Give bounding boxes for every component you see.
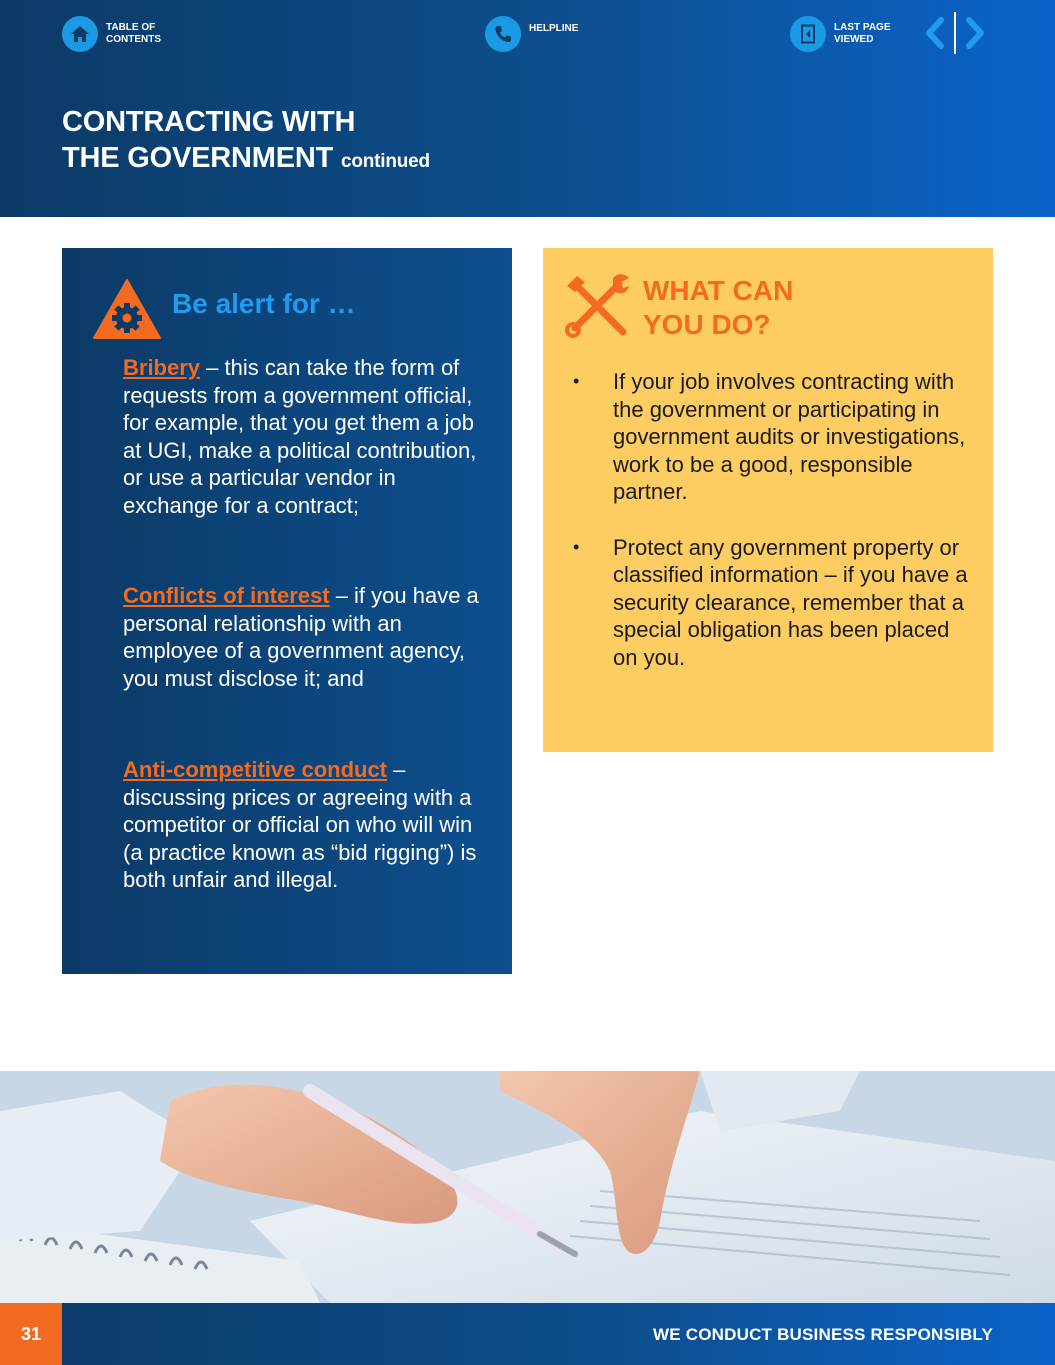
toc-label	[106, 22, 176, 46]
tools-icon	[563, 272, 631, 338]
home-icon	[62, 16, 98, 52]
page-title-line2	[62, 140, 430, 180]
conflicts-of-interest-link[interactable]: Conflicts of interest	[123, 583, 330, 608]
warning-gear-icon	[92, 278, 162, 340]
be-alert-panel	[62, 248, 512, 974]
last-page-label-line2: VIEWED	[834, 34, 874, 45]
section-title: WE CONDUCT BUSINESS RESPONSIBLY	[653, 1325, 993, 1344]
footer	[0, 1303, 1055, 1365]
helpline-label: HELPLINE	[529, 23, 579, 34]
last-page-viewed-link[interactable]	[790, 16, 904, 52]
list-item: • Protect any government property or classified information – if you have a security clearance, remember that a special obligation has been placed on you.	[573, 534, 973, 672]
right-title-line1: WHAT CAN	[643, 275, 794, 306]
right-title-line2: YOU DO?	[643, 309, 771, 340]
helpline-link[interactable]	[485, 16, 599, 52]
anti-competitive-conduct-link[interactable]: Anti-competitive conduct	[123, 757, 388, 782]
page-title-main: THE GOVERNMENT	[62, 142, 334, 174]
page-navigation	[920, 12, 990, 54]
hands-document-photo	[0, 1071, 1055, 1303]
toc-label-line1: TABLE OF	[106, 22, 156, 33]
page-number: 31	[0, 1303, 62, 1365]
bribery-link[interactable]: Bribery	[123, 355, 201, 380]
phone-icon	[485, 16, 521, 52]
chevron-left-icon[interactable]	[920, 12, 948, 54]
what-can-you-do-panel	[543, 248, 993, 752]
alert-item-conflicts	[123, 582, 483, 692]
last-page-label-line1: LAST PAGE	[834, 22, 891, 33]
what-can-you-do-title	[643, 274, 793, 342]
alert-item-anti-competitive	[123, 756, 483, 894]
be-alert-title: Be alert for …	[172, 288, 356, 319]
last-page-icon	[790, 16, 826, 52]
conflicts-text: – if you have a personal relationship with an employee of a government agency, you must disclose it; and	[123, 583, 479, 691]
toc-label-line2: CONTENTS	[106, 34, 161, 45]
arrow-divider	[954, 12, 956, 54]
page-title-line1: CONTRACTING WITH	[62, 106, 356, 138]
chevron-right-icon[interactable]	[962, 12, 990, 54]
alert-item-bribery	[123, 354, 483, 519]
last-page-label	[834, 22, 904, 46]
page-title	[62, 104, 430, 180]
action-list	[573, 368, 973, 699]
page-title-suffix: continued	[340, 151, 430, 172]
anti-competitive-text: – discussing prices or agreeing with a competitor or official on who will win (a practice known as “bid rigging”) is both unfair and illegal.	[123, 757, 477, 892]
list-item: • If your job involves contracting with the government or participating in government audits or investigations, work to be a good, responsible partner.	[573, 368, 973, 506]
bribery-text: – this can take the form of requests from a government official, for example, that you get them a job at UGI, make a political contribution, or use a particular vendor in exchange for a contract;	[123, 355, 477, 518]
table-of-contents-link[interactable]	[62, 16, 176, 52]
header	[0, 0, 1055, 217]
